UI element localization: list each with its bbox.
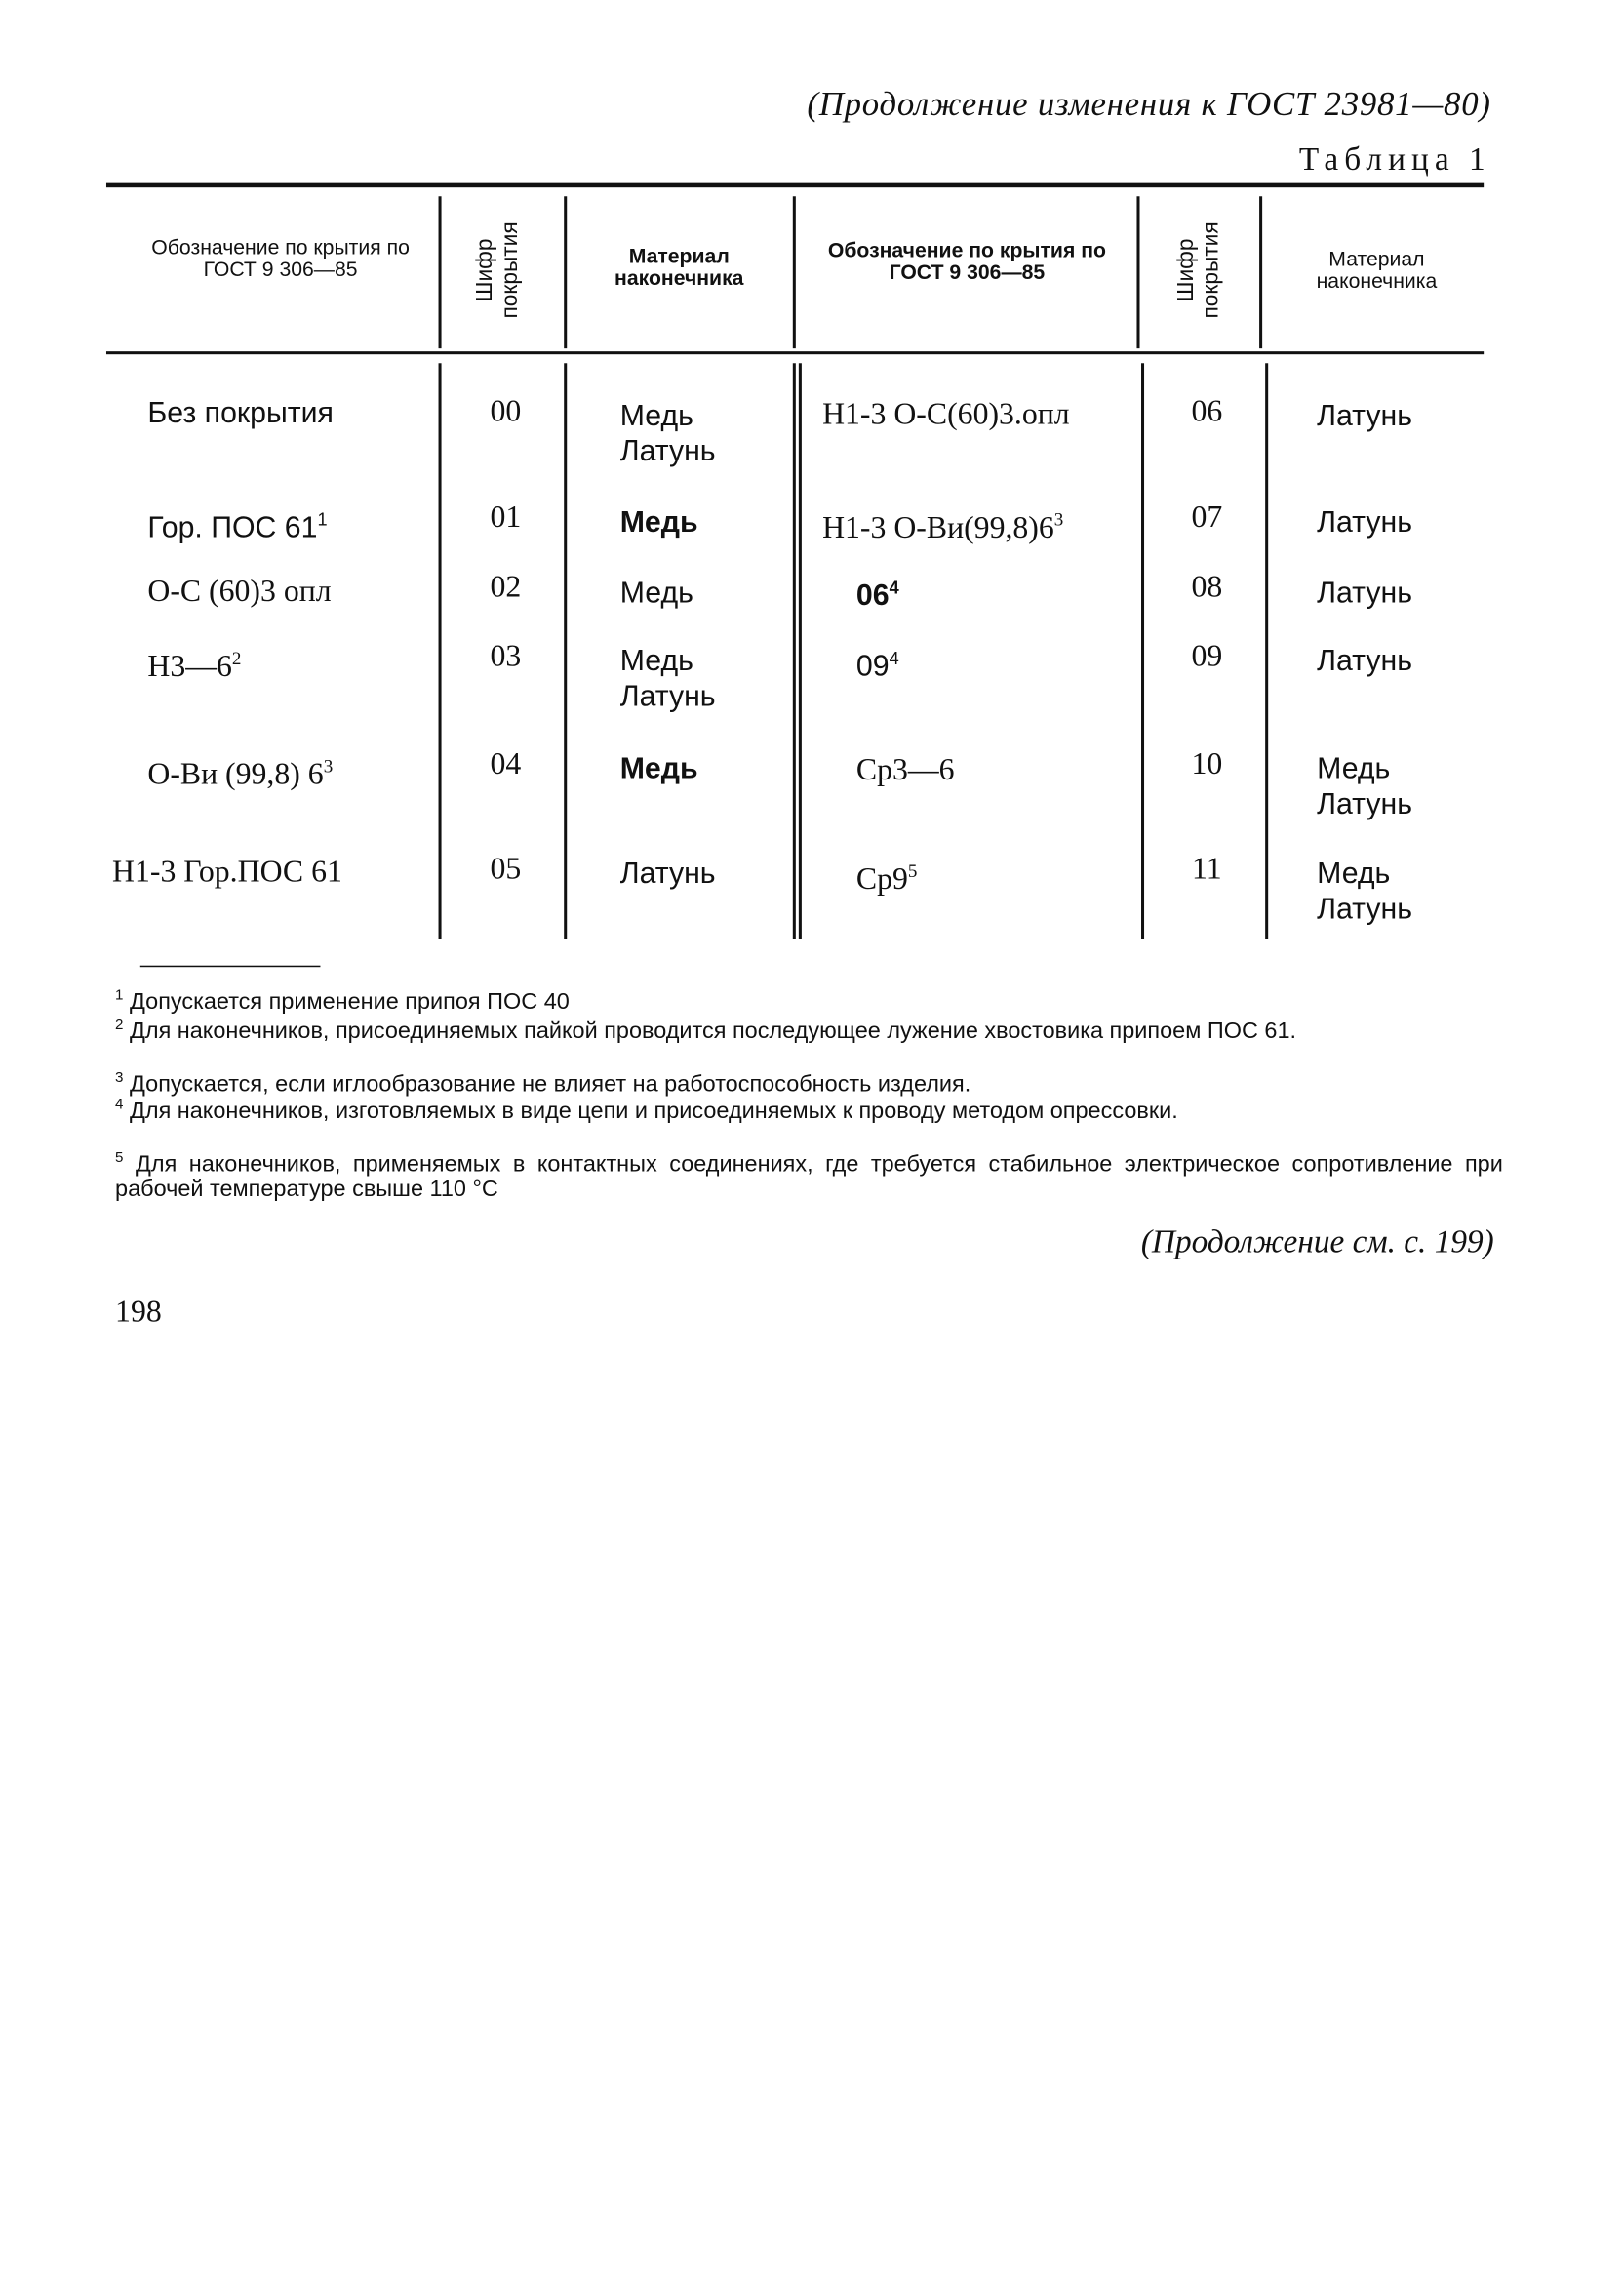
- table-cell-code: 00: [490, 392, 522, 428]
- table-cell-code: 04: [490, 745, 522, 781]
- table-cell-designation-2: $09^4$: [855, 648, 899, 684]
- column-header-material-2: Материал наконечника: [1316, 246, 1438, 293]
- table-cell-material-2: Латунь: [1317, 506, 1413, 540]
- footnote-item: $^1$ Допускается применение припоя ПОС 40: [115, 987, 570, 1015]
- column-divider: [1141, 363, 1144, 939]
- column-header-material: Материал наконечника: [614, 243, 744, 290]
- column-divider: [793, 196, 796, 348]
- table-cell-designation: $Н3—6^2$: [147, 648, 242, 684]
- table-cell-code-2: 08: [1191, 568, 1223, 604]
- column-header-designation-2: Обозначение по крытия по ГОСТ 9 306—85: [827, 237, 1106, 284]
- column-divider: [439, 196, 442, 348]
- column-header-designation: Обозначение по крытия по ГОСТ 9 306—85: [151, 234, 410, 281]
- table-cell-designation-2: Н1-3 О-С(60)3.опл: [822, 395, 1070, 431]
- table-cell-code: 05: [490, 850, 522, 886]
- table-cell-material-2: Латунь: [1317, 645, 1413, 678]
- footnote-item: $^5$ Для наконечников, применяемых в контактных соединениях, где требуется стабильное электрическое сопротивление при рабочей температуре свыше 110 °С: [115, 1149, 1503, 1203]
- column-divider: [564, 363, 567, 939]
- table-cell-code-2: 09: [1191, 637, 1223, 674]
- column-divider: [799, 363, 802, 939]
- table-cell-code-2: 07: [1191, 499, 1223, 535]
- continuation-header: (Продолжение изменения к ГОСТ 23981—80): [807, 85, 1491, 123]
- column-header-code: Шифр покрытия: [472, 221, 523, 319]
- table-cell-material-2: Медь Латунь: [1317, 752, 1413, 821]
- table-cell-material: Медь Латунь: [619, 400, 716, 468]
- column-divider: [1265, 363, 1268, 939]
- table-label: Таблица 1: [1298, 140, 1491, 178]
- table-cell-designation: Н1-3 Гор.ПОС 61: [112, 853, 342, 890]
- table-cell-designation-2: Ср3—6: [855, 751, 955, 787]
- table-cell-designation: О-С (60)3 опл: [147, 573, 332, 609]
- column-divider: [793, 363, 796, 939]
- table-cell-code: 01: [490, 499, 522, 535]
- table-cell-material: Латунь: [619, 858, 716, 891]
- table-cell-material: Медь: [619, 577, 693, 610]
- table-cell-material: Медь: [619, 506, 698, 540]
- table-cell-material: Медь Латунь: [619, 645, 716, 713]
- column-divider: [1259, 196, 1262, 348]
- table-cell-designation: Гор. ПОС $61^1$: [147, 509, 328, 544]
- continuation-footer: (Продолжение см. с. 199): [1140, 1222, 1494, 1259]
- page-number: 198: [115, 1293, 162, 1329]
- footnote-separator: [140, 966, 321, 968]
- table-cell-code: 03: [490, 637, 522, 674]
- table-header-rule: [106, 351, 1484, 354]
- table-cell-designation-2: Н1-3 $О-Ви(99,8)6^3$: [822, 509, 1064, 545]
- table-cell-code-2: 11: [1192, 850, 1222, 886]
- column-divider: [1136, 196, 1139, 348]
- table-cell-designation-2: $Ср9^5$: [855, 860, 918, 897]
- column-divider: [439, 363, 442, 939]
- footnote-item: $^3$ Допускается, если иглообразование не влияет на работоспособность изделия.: [115, 1070, 971, 1098]
- table-cell-material-2: Медь Латунь: [1317, 858, 1413, 926]
- footnote-item: $^2$ Для наконечников, присоединяемых пайкой проводится последующее лужение хвостовика припоем ПОС 61.: [115, 1017, 1297, 1045]
- table-cell-designation: О-Ви (99,8) $6^3$: [147, 755, 334, 792]
- table-cell-code-2: 06: [1191, 392, 1223, 428]
- table-cell-designation-2: $06^4$: [855, 577, 899, 613]
- footnote-item: $^4$ Для наконечников, изготовляемых в виде цепи и присоединяемых к проводу методом опрессовки.: [115, 1097, 1178, 1124]
- table-cell-designation: Без покрытия: [147, 397, 334, 430]
- table-cell-code: 02: [490, 568, 522, 604]
- column-header-code-2: Шифр покрытия: [1173, 221, 1224, 319]
- column-divider: [564, 196, 567, 348]
- table-cell-code-2: 10: [1191, 745, 1223, 781]
- table-top-rule: [106, 183, 1484, 188]
- table-cell-material-2: Латунь: [1317, 577, 1413, 610]
- table-cell-material-2: Латунь: [1317, 400, 1413, 433]
- table-cell-material: Медь: [619, 752, 698, 786]
